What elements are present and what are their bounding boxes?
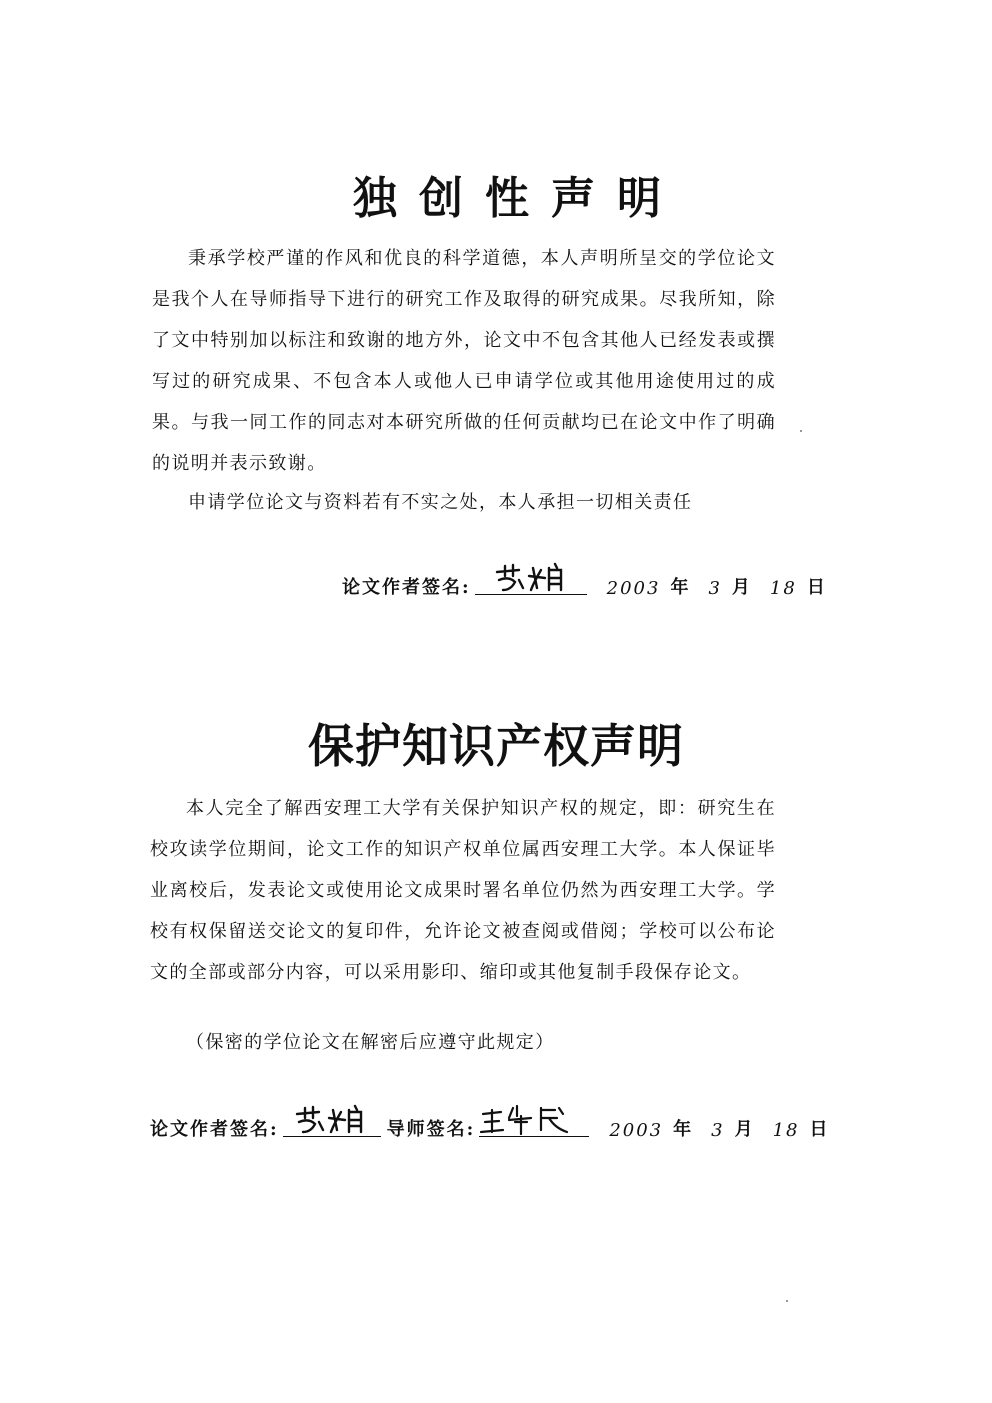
ip-day-unit: 日 xyxy=(809,1119,830,1140)
advisor-signature-label: 导师签名: xyxy=(386,1119,476,1140)
originality-signature-line xyxy=(342,560,831,599)
ip-author-signature-label: 论文作者签名: xyxy=(150,1119,279,1140)
originality-title: 独创性声明 xyxy=(353,173,683,224)
handwritten-signature-icon xyxy=(475,560,587,594)
ip-signature-month: 3 xyxy=(711,1120,725,1141)
scan-speck xyxy=(786,1300,788,1302)
year-unit: 年 xyxy=(670,577,691,598)
signature-day: 18 xyxy=(769,578,797,599)
ip-month-unit: 月 xyxy=(734,1119,755,1140)
day-unit: 日 xyxy=(806,577,827,598)
ip-signature-year: 2003 xyxy=(609,1120,664,1141)
handwritten-signature-icon xyxy=(479,1102,589,1136)
ip-year-unit: 年 xyxy=(673,1119,694,1140)
signature-year: 2003 xyxy=(606,578,661,599)
handwritten-signature-icon xyxy=(283,1102,381,1136)
author-signature xyxy=(475,560,587,595)
ip-author-signature xyxy=(283,1102,381,1137)
signature-month: 3 xyxy=(708,578,722,599)
ip-signature-line xyxy=(150,1102,833,1141)
ip-title: 保护知识产权声明 xyxy=(308,719,684,773)
ip-signature-day: 18 xyxy=(772,1120,800,1141)
month-unit: 月 xyxy=(731,577,752,598)
advisor-signature xyxy=(479,1102,589,1137)
ip-confidential-note: （保密的学位论文在解密后应遵守此规定） xyxy=(186,1032,555,1053)
originality-paragraph: 秉承学校严谨的作风和优良的科学道德，本人声明所呈交的学位论文是我个人在导师指导下进行的研究工作及取得的研究成果。尽我所知，除了文中特别加以标注和致谢的地方外，论文中不包含其他人已经发表或撰写过的研究成果、不包含本人或他人已申请学位或其他用途使用过的成果。与我一同工作的同志对本研究所做的任何贡献均已在论文中作了明确的说明并表示致谢。 xyxy=(152,248,776,474)
ip-paragraph: 本人完全了解西安理工大学有关保护知识产权的规定，即：研究生在校攻读学位期间，论文工作的知识产权单位属西安理工大学。本人保证毕业离校后，发表论文或使用论文成果时署名单位仍然为西安理工大学。学校有权保留送交论文的复印件，允许论文被查阅或借阅；学校可以公布论文的全部或部分内容，可以采用影印、缩印或其他复制手段保存论文。 xyxy=(150,798,776,983)
originality-responsibility-paragraph: 申请学位论文与资料若有不实之处，本人承担一切相关责任 xyxy=(188,492,693,513)
author-signature-label: 论文作者签名: xyxy=(342,577,471,598)
scan-speck xyxy=(800,430,802,432)
